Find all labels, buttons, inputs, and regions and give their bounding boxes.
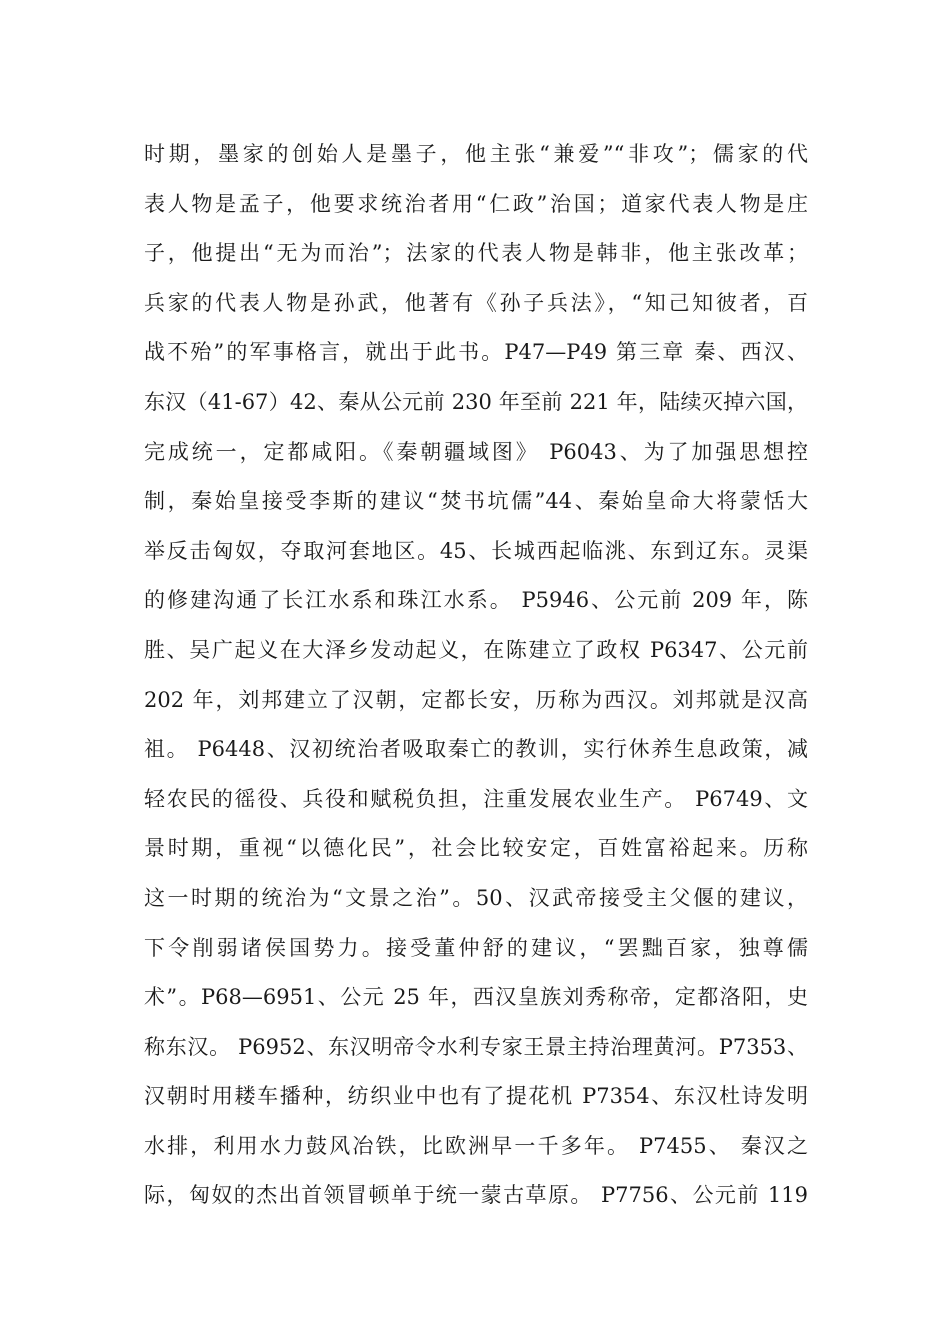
text-line: 汉朝时用耧车播种，纺织业中也有了提花机 P7354、东汉杜诗发明 xyxy=(144,1084,808,1109)
text-line: 202 年，刘邦建立了汉朝，定都长安，历称为西汉。刘邦就是汉高 xyxy=(144,687,808,712)
text-line: 祖。 P6448、汉初统治者吸取秦亡的教训，实行休养生息政策，减 xyxy=(144,737,808,762)
text-line: 水排，利用水力鼓风冶铁，比欧洲早一千多年。 P7455、 秦汉之 xyxy=(144,1133,808,1158)
text-line: 术”。P68—6951、公元 25 年，西汉皇族刘秀称帝，定都洛阳，史 xyxy=(144,985,808,1010)
text-line: 战不殆”的军事格言，就出于此书。P47—P49 第三章 秦、西汉、 xyxy=(144,340,808,365)
text-line: 称东汉。 P6952、东汉明帝令水利专家王景主持治理黄河。P7353、 xyxy=(144,1034,808,1059)
body-text xyxy=(144,130,808,1221)
text-line: 子，他提出“无为而治”；法家的代表人物是韩非，他主张改革； xyxy=(144,241,808,266)
text-line: 表人物是孟子，他要求统治者用“仁政”治国；道家代表人物是庄 xyxy=(144,191,808,216)
text-line: 下令削弱诸侯国势力。接受董仲舒的建议，“罢黜百家，独尊儒 xyxy=(144,935,808,960)
text-line: 制，秦始皇接受李斯的建议“焚书坑儒”44、秦始皇命大将蒙恬大 xyxy=(144,489,808,514)
text-line: 东汉（41-67）42、秦从公元前 230 年至前 221 年，陆续灭掉六国， xyxy=(144,389,808,414)
text-line: 时期，墨家的创始人是墨子，他主张“兼爱”“非攻”；儒家的代 xyxy=(144,142,808,166)
text-line: 完成统一，定都咸阳。《秦朝疆域图》 P6043、为了加强思想控 xyxy=(144,439,808,464)
text-line: 胜、吴广起义在大泽乡发动起义，在陈建立了政权 P6347、公元前 xyxy=(144,637,808,662)
text-line: 兵家的代表人物是孙武，他著有《孙子兵法》，“知己知彼者，百 xyxy=(144,290,808,315)
text-line: 轻农民的徭役、兵役和赋税负担，注重发展农业生产。 P6749、文 xyxy=(144,786,808,811)
text-line: 景时期，重视“以德化民”，社会比较安定，百姓富裕起来。历称 xyxy=(144,836,808,861)
text-line: 际，匈奴的杰出首领冒顿单于统一蒙古草原。 P7756、公元前 119 xyxy=(144,1183,808,1208)
text-line: 的修建沟通了长江水系和珠江水系。 P5946、公元前 209 年，陈 xyxy=(144,588,808,613)
text-line: 举反击匈奴，夺取河套地区。45、长城西起临洮、东到辽东。灵渠 xyxy=(144,538,808,563)
text-line: 这一时期的统治为“文景之治”。50、汉武帝接受主父偃的建议， xyxy=(144,885,808,910)
